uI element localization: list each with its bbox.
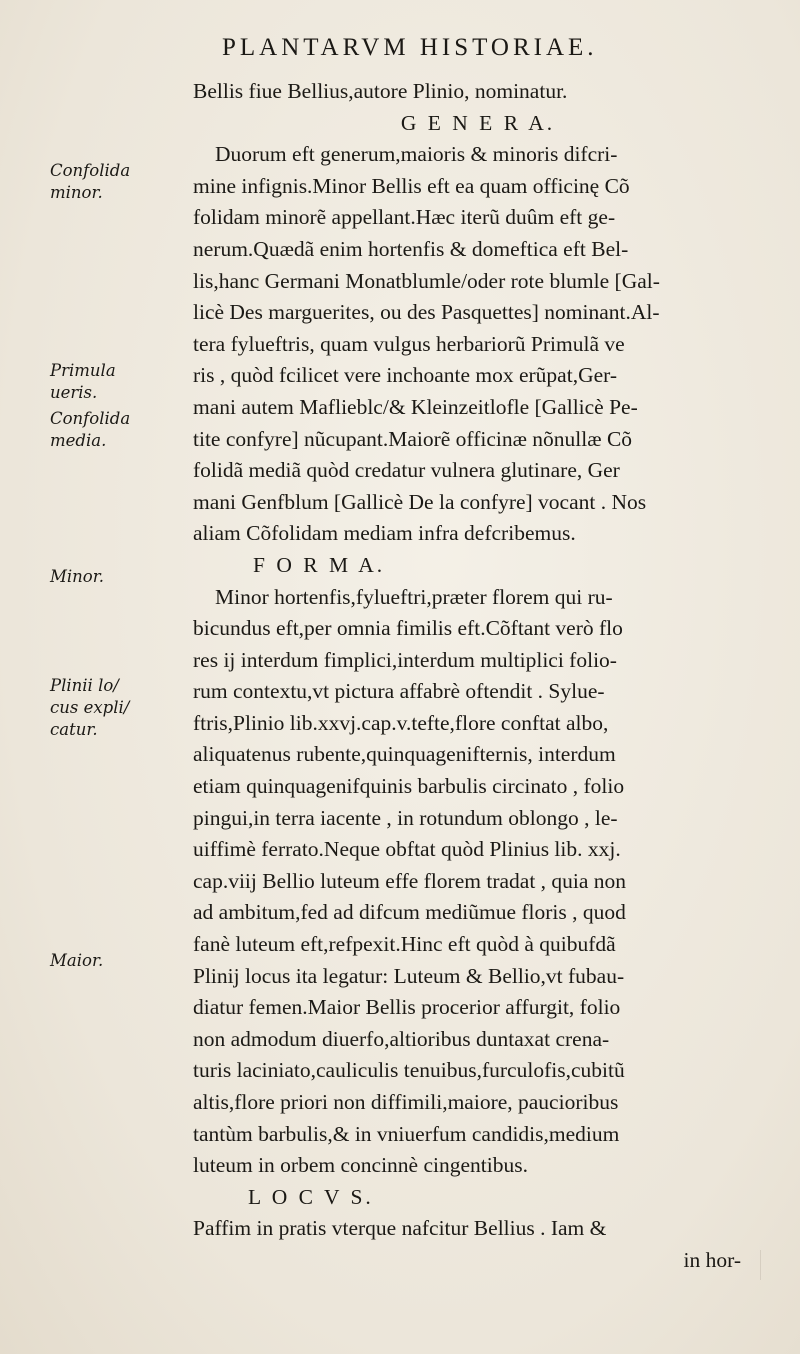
text-line: fanè luteum eft,refpexit.Hinc eft quòd à quibufdã	[193, 932, 616, 957]
text-line: diatur femen.Maior Bellis procerior affurgit, folio	[193, 995, 621, 1020]
text-line: Plinij locus ita legatur: Luteum & Bellio,vt fubau-	[193, 963, 625, 988]
margin-note-minor	[50, 566, 180, 588]
text-line: cap.viij Bellio luteum effe florem tradat , quia non	[193, 868, 627, 893]
text-line: mani autem Maflieblc/& Kleinzeitlofle [Gallicè Pe-	[193, 394, 638, 419]
text-line: mine infignis.Minor Bellis eft ea quam officinę Cõ	[193, 173, 630, 198]
text-line: uiffimè ferrato.Neque obftat quòd Plinius lib. xxj.	[193, 837, 621, 862]
text-line: ad ambitum,fed ad difcum mediũmue floris , quod	[193, 900, 626, 925]
running-head: PLANTARVM HISTORIAE.	[222, 34, 598, 61]
margin-note-consolida-media	[50, 408, 180, 452]
margin-note-consolida-minor	[50, 160, 180, 204]
margin-note-line: Primula	[50, 361, 116, 380]
text-line: turis laciniato,cauliculis tenuibus,furculofis,cubitũ	[193, 1058, 625, 1083]
text-line: lis,hanc Germani Monatblumle/oder rote blumle [Gal-	[193, 268, 660, 293]
margin-note-line: Minor.	[50, 567, 105, 586]
margin-note-plinii-locus	[50, 675, 180, 741]
section-heading: L O C V S.	[248, 1184, 374, 1209]
text-line: Duorum eft generum,maioris & minoris difcri-	[215, 142, 618, 167]
text-line: tantùm barbulis,& in vniuerfum candidis,medium	[193, 1121, 620, 1146]
margin-note-line: minor.	[50, 183, 103, 202]
main-text-block	[193, 76, 753, 1277]
text-line: Bellis fiue Bellius,autore Plinio, nominatur.	[193, 79, 568, 103]
text-line: res ij interdum fimplici,interdum multiplici folio-	[193, 647, 617, 672]
margin-note-line: Confolida	[50, 409, 131, 428]
text-line: in hor-	[683, 1247, 741, 1272]
page-edge-mark	[700, 1250, 761, 1280]
margin-note-maior	[50, 950, 180, 972]
text-line: tera fylueftris, quam vulgus herbariorũ Primulã ve	[193, 331, 625, 356]
text-line: Paffim in pratis vterque nafcitur Bellius . Iam &	[193, 1216, 607, 1241]
text-line: aliquatenus rubente,quinquagenifternis, interdum	[193, 742, 616, 767]
text-line: non admodum diuerfo,altioribus duntaxat crena-	[193, 1026, 610, 1051]
text-line: ris , quòd fcilicet vere inchoante mox erũpat,Ger-	[193, 363, 618, 388]
margin-note-line: media.	[50, 431, 107, 450]
section-heading: G E N E R A.	[400, 110, 556, 135]
margin-note-line: cus expli/	[50, 698, 130, 717]
text-line: aliam Cõfolidam mediam infra defcribemus.	[193, 521, 576, 546]
margin-note-line: catur.	[50, 720, 98, 739]
margin-note-line: Plinii lo/	[50, 676, 119, 695]
text-line: folidam minorẽ appellant.Hæc iterũ duûm eft ge-	[193, 205, 616, 230]
margin-note-line: Confolida	[50, 161, 131, 180]
text-line: altis,flore priori non diffimili,maiore, paucioribus	[193, 1090, 619, 1114]
text-line: rum contextu,vt pictura affabrè oftendit . Sylue-	[193, 679, 605, 704]
text-line: mani Genfblum [Gallicè De la confyre] vocant . Nos	[193, 489, 647, 514]
text-line: folidã mediã quòd credatur vulnera glutinare, Ger	[193, 458, 620, 483]
text-line: nerum.Quædã enim hortenfis & domeftica eft Bel-	[193, 236, 629, 261]
text-line: bicundus eft,per omnia fimilis eft.Cõftant verò flo	[193, 616, 623, 641]
section-heading: F O R M A.	[253, 552, 386, 577]
text-line: pingui,in terra iacente , in rotundum oblongo , le-	[193, 805, 618, 830]
text-line: Minor hortenfis,fylueftri,præter florem qui ru-	[215, 584, 613, 609]
margin-note-primula-veris	[50, 360, 180, 404]
text-line: tite confyre] nũcupant.Maiorẽ officinæ nõnullæ Cõ	[193, 426, 633, 451]
text-line: luteum in orbem concinnè cingentibus.	[193, 1153, 528, 1178]
margin-note-line: Maior.	[50, 951, 104, 970]
margin-note-line: ueris.	[50, 383, 98, 402]
text-line: licè Des marguerites, ou des Pasquettes] nominant.Al-	[193, 300, 660, 325]
text-line: ftris,Plinio lib.xxvj.cap.v.tefte,flore conftat albo,	[193, 710, 609, 735]
text-line: etiam quinquagenifquinis barbulis circinato , folio	[193, 774, 625, 799]
